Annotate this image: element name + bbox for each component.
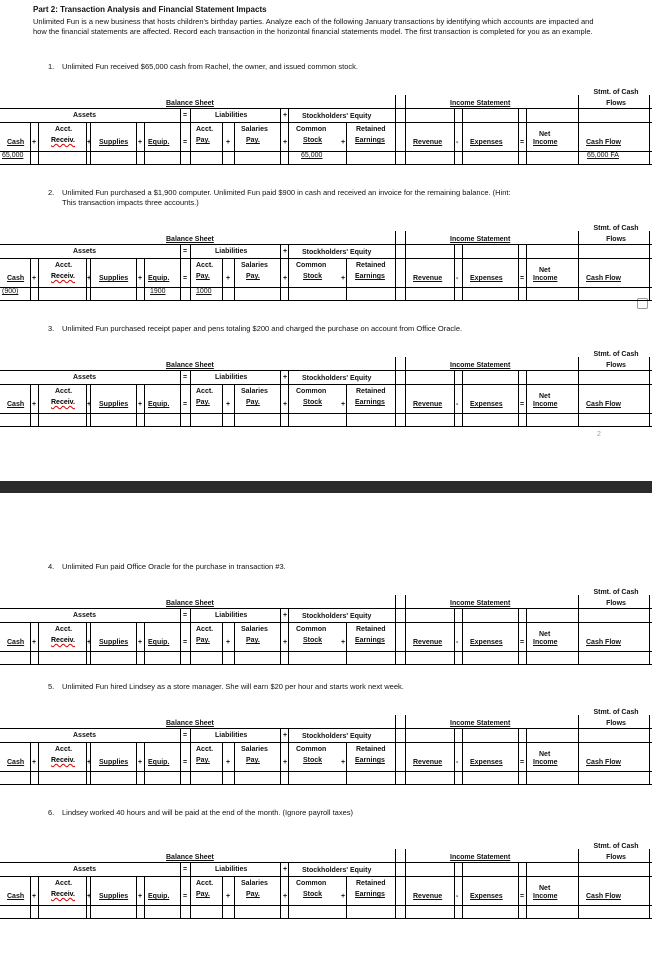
assets-header: Assets (73, 248, 96, 255)
revenue-label: Revenue (413, 139, 443, 146)
retained-earnings-label: Retained (356, 262, 386, 269)
financial-model-table-3 (0, 351, 652, 429)
acct-rec-label: Acct. (55, 388, 73, 395)
minus-sign: - (456, 139, 459, 146)
plus-sign: + (226, 759, 231, 766)
plus-sign: + (283, 759, 288, 766)
equals-sign: = (183, 374, 188, 381)
supplies-label: Supplies (99, 639, 129, 646)
cash-label: Cash (7, 893, 25, 900)
cash-flows-header: Stmt. of Cash Flows (593, 843, 639, 861)
plus-sign: + (32, 139, 37, 146)
common-stock-entry[interactable]: 65,000 (301, 152, 323, 159)
acct-rec-label: Acct. (55, 880, 73, 887)
acct-pay-label-2: Pay. (196, 891, 210, 898)
question-number: 4. (48, 562, 55, 571)
salaries-pay-label-2: Pay. (246, 399, 260, 406)
equip-label: Equip. (148, 893, 170, 900)
common-stock-label: Common (296, 262, 327, 269)
supplies-label: Supplies (99, 401, 129, 408)
acct-pay-label: Acct. (196, 746, 214, 753)
equity-header: Stockholders' Equity (302, 113, 372, 120)
net-income-label: Net (539, 631, 551, 638)
plus-sign: + (87, 893, 92, 900)
plus-sign: + (32, 759, 37, 766)
balance-sheet-header: Balance Sheet (166, 100, 214, 107)
plus-sign: + (341, 401, 346, 408)
assets-header: Assets (73, 112, 96, 119)
plus-sign: + (87, 139, 92, 146)
plus-sign: + (283, 612, 288, 619)
acct-pay-label: Acct. (196, 626, 214, 633)
retained-earnings-label: Retained (356, 388, 386, 395)
cash-flows-header: Stmt. of Cash Flows (593, 89, 639, 107)
plus-sign: + (283, 374, 288, 381)
expenses-label: Expenses (470, 639, 503, 646)
liabilities-header: Liabilities (215, 612, 248, 619)
balance-sheet-header: Balance Sheet (166, 362, 214, 369)
net-income-label-2: Income (533, 275, 558, 282)
question-2 (48, 188, 608, 207)
salaries-pay-label: Salaries (241, 126, 268, 133)
cash-flow-label: Cash Flow (586, 139, 622, 146)
net-income-label: Net (539, 131, 551, 138)
instructions: Unlimited Fun is a new business that hosts children's birthday parties. Analyze each of the following January transactions by identifying which accounts are impacted and how the financial statements are affected. Record each transaction in the horizontal financial statements model. The first transaction is completed for you as an example. (33, 17, 594, 36)
acct-rec-label-2: Receiv. (51, 757, 75, 764)
question-number: 1. (48, 62, 55, 71)
net-income-label: Net (539, 393, 551, 400)
assets-header: Assets (73, 374, 96, 381)
acct-rec-label: Acct. (55, 126, 73, 133)
plus-sign: + (32, 639, 37, 646)
cash-flows-header: Stmt. of Cash Flows (593, 709, 639, 727)
cash-entry[interactable]: 65,000 (2, 152, 24, 159)
liabilities-header: Liabilities (215, 112, 248, 119)
equip-entry[interactable]: 1900 (150, 288, 166, 295)
revenue-label: Revenue (413, 275, 443, 282)
question-5 (48, 682, 608, 692)
common-stock-label-2: Stock (303, 273, 323, 280)
financial-model-table-5 (0, 709, 652, 787)
income-statement-header: Income Statement (450, 100, 511, 107)
plus-sign: + (283, 732, 288, 739)
minus-sign: - (456, 639, 459, 646)
plus-sign: + (87, 759, 92, 766)
equity-header: Stockholders' Equity (302, 867, 372, 874)
equals-sign: = (183, 866, 188, 873)
acct-pay-label-2: Pay. (196, 273, 210, 280)
revenue-label: Revenue (413, 401, 443, 408)
salaries-pay-label-2: Pay. (246, 891, 260, 898)
income-statement-header: Income Statement (450, 720, 511, 727)
income-statement-header: Income Statement (450, 236, 511, 243)
acct-pay-label: Acct. (196, 388, 214, 395)
financial-model-table-4 (0, 589, 652, 667)
equity-header: Stockholders' Equity (302, 249, 372, 256)
liabilities-header: Liabilities (215, 866, 248, 873)
plus-sign: + (283, 139, 288, 146)
page-break-divider (0, 481, 652, 493)
assets-header: Assets (73, 612, 96, 619)
question-number: 6. (48, 808, 55, 817)
cash-label: Cash (7, 275, 25, 282)
acct-rec-label-2: Receiv. (51, 891, 75, 898)
net-income-label: Net (539, 751, 551, 758)
cash-flow-label: Cash Flow (586, 401, 622, 408)
retained-earnings-label-2: Earnings (355, 637, 385, 644)
plus-sign: + (341, 275, 346, 282)
revenue-label: Revenue (413, 893, 443, 900)
plus-sign: + (283, 112, 288, 119)
common-stock-label-2: Stock (303, 399, 323, 406)
retained-earnings-label-2: Earnings (355, 137, 385, 144)
plus-sign: + (226, 139, 231, 146)
acct-pay-label: Acct. (196, 126, 214, 133)
plus-sign: + (283, 639, 288, 646)
plus-sign: + (32, 893, 37, 900)
minus-sign: - (456, 893, 459, 900)
plus-sign: + (138, 893, 143, 900)
income-statement-header: Income Statement (450, 362, 511, 369)
acct-rec-label-2: Receiv. (51, 137, 75, 144)
cash-label: Cash (7, 139, 25, 146)
cash-flow-label: Cash Flow (586, 639, 622, 646)
common-stock-label: Common (296, 880, 327, 887)
equip-label: Equip. (148, 401, 170, 408)
equip-label: Equip. (148, 639, 170, 646)
retained-earnings-label: Retained (356, 626, 386, 633)
acct-rec-label: Acct. (55, 626, 73, 633)
question-text: Unlimited Fun hired Lindsey as a store manager. She will earn $20 per hour and starts work next week. (62, 682, 404, 691)
common-stock-label-2: Stock (303, 137, 323, 144)
salaries-pay-label: Salaries (241, 388, 268, 395)
common-stock-label-2: Stock (303, 891, 323, 898)
equals-sign: = (520, 759, 525, 766)
income-statement-header: Income Statement (450, 600, 511, 607)
equity-header: Stockholders' Equity (302, 613, 372, 620)
plus-sign: + (138, 401, 143, 408)
equals-sign: = (183, 401, 188, 408)
plus-sign: + (341, 759, 346, 766)
retained-earnings-label: Retained (356, 126, 386, 133)
equals-sign: = (520, 401, 525, 408)
retained-earnings-label: Retained (356, 880, 386, 887)
plus-sign: + (226, 275, 231, 282)
equip-label: Equip. (148, 759, 170, 766)
minus-sign: - (456, 401, 459, 408)
page-title: Part 2: Transaction Analysis and Financial Statement Impacts (33, 5, 267, 14)
equals-sign: = (183, 639, 188, 646)
balance-sheet-header: Balance Sheet (166, 236, 214, 243)
balance-sheet-header: Balance Sheet (166, 600, 214, 607)
equals-sign: = (183, 275, 188, 282)
acct-pay-label-2: Pay. (196, 137, 210, 144)
net-income-label-2: Income (533, 639, 558, 646)
plus-sign: + (283, 248, 288, 255)
supplies-label: Supplies (99, 139, 129, 146)
salaries-pay-label-2: Pay. (246, 137, 260, 144)
plus-sign: + (283, 893, 288, 900)
expenses-label: Expenses (470, 139, 503, 146)
plus-sign: + (226, 893, 231, 900)
expenses-label: Expenses (470, 275, 503, 282)
plus-sign: + (341, 639, 346, 646)
liabilities-header: Liabilities (215, 374, 248, 381)
question-text: Unlimited Fun received $65,000 cash from Rachel, the owner, and issued common stock. (62, 62, 358, 71)
income-statement-header: Income Statement (450, 854, 511, 861)
expenses-label: Expenses (470, 893, 503, 900)
question-6 (48, 808, 608, 818)
plus-sign: + (283, 401, 288, 408)
revenue-label: Revenue (413, 639, 443, 646)
question-text: Lindsey worked 40 hours and will be paid at the end of the month. (Ignore payroll taxes) (62, 808, 354, 817)
common-stock-label: Common (296, 746, 327, 753)
equity-header: Stockholders' Equity (302, 375, 372, 382)
cash-flows-header: Stmt. of Cash Flows (593, 351, 639, 369)
plus-sign: + (341, 139, 346, 146)
net-income-label-2: Income (533, 401, 558, 408)
common-stock-label: Common (296, 126, 327, 133)
acct-pay-label: Acct. (196, 880, 214, 887)
plus-sign: + (341, 893, 346, 900)
supplies-label: Supplies (99, 893, 129, 900)
equals-sign: = (183, 893, 188, 900)
revenue-label: Revenue (413, 759, 443, 766)
cash-entry[interactable]: (900) (2, 288, 19, 295)
acct-rec-label-2: Receiv. (51, 273, 75, 280)
minus-sign: - (456, 275, 459, 282)
cash-flow-label: Cash Flow (586, 275, 622, 282)
plus-sign: + (32, 401, 37, 408)
equals-sign: = (183, 759, 188, 766)
net-income-label: Net (539, 885, 551, 892)
cash-label: Cash (7, 401, 25, 408)
equity-header: Stockholders' Equity (302, 733, 372, 740)
equip-label: Equip. (148, 275, 170, 282)
equals-sign: = (183, 112, 188, 119)
question-number: 3. (48, 324, 55, 333)
retained-earnings-label-2: Earnings (355, 891, 385, 898)
question-3 (48, 324, 608, 334)
financial-model-table-2 (0, 225, 652, 303)
financial-model-table-1 (0, 89, 652, 167)
cash-label: Cash (7, 639, 25, 646)
common-stock-label-2: Stock (303, 757, 323, 764)
acct-pay-label-2: Pay. (196, 637, 210, 644)
question-text: Unlimited Fun purchased a $1,900 computer. Unlimited Fun paid $900 in cash and received an invoice for the remaining balance. (Hint: (62, 188, 511, 197)
question-number: 5. (48, 682, 55, 691)
acct-rec-label: Acct. (55, 262, 73, 269)
assets-header: Assets (73, 732, 96, 739)
question-text: Unlimited Fun paid Office Oracle for the purchase in transaction #3. (62, 562, 286, 571)
equals-sign: = (183, 732, 188, 739)
salaries-pay-label-2: Pay. (246, 637, 260, 644)
common-stock-label: Common (296, 626, 327, 633)
liabilities-header: Liabilities (215, 732, 248, 739)
cash-flow-label: Cash Flow (586, 893, 622, 900)
equals-sign: = (520, 275, 525, 282)
equip-label: Equip. (148, 139, 170, 146)
expenses-label: Expenses (470, 759, 503, 766)
plus-sign: + (226, 639, 231, 646)
supplies-label: Supplies (99, 759, 129, 766)
equals-sign: = (183, 248, 188, 255)
acct-rec-label-2: Receiv. (51, 637, 75, 644)
question-text: Unlimited Fun purchased receipt paper and pens totaling $200 and charged the purchase on account from Office Oracle. (62, 324, 463, 333)
liabilities-header: Liabilities (215, 248, 248, 255)
salaries-pay-label: Salaries (241, 746, 268, 753)
cash-flows-header: Stmt. of Cash Flows (593, 589, 639, 607)
plus-sign: + (283, 275, 288, 282)
question-4 (48, 562, 608, 572)
retained-earnings-label-2: Earnings (355, 399, 385, 406)
cash-flows-header: Stmt. of Cash Flows (593, 225, 639, 243)
plus-sign: + (138, 275, 143, 282)
equals-sign: = (183, 139, 188, 146)
common-stock-label: Common (296, 388, 327, 395)
plus-sign: + (138, 759, 143, 766)
expenses-label: Expenses (470, 401, 503, 408)
net-income-label-2: Income (533, 759, 558, 766)
salaries-pay-label-2: Pay. (246, 273, 260, 280)
retained-earnings-label-2: Earnings (355, 757, 385, 764)
equals-sign: = (520, 639, 525, 646)
cash-label: Cash (7, 759, 25, 766)
supplies-label: Supplies (99, 275, 129, 282)
plus-sign: + (87, 275, 92, 282)
equals-sign: = (183, 612, 188, 619)
salaries-pay-label: Salaries (241, 262, 268, 269)
plus-sign: + (283, 866, 288, 873)
acct-rec-label: Acct. (55, 746, 73, 753)
acct-rec-label-2: Receiv. (51, 399, 75, 406)
net-income-label-2: Income (533, 139, 558, 146)
plus-sign: + (138, 639, 143, 646)
plus-sign: + (87, 401, 92, 408)
financial-model-table-6 (0, 843, 652, 921)
page-number: 2 (597, 431, 601, 438)
equals-sign: = (520, 893, 525, 900)
assets-header: Assets (73, 866, 96, 873)
cash-flow-label: Cash Flow (586, 759, 622, 766)
question-number: 2. (48, 188, 55, 197)
retained-earnings-label: Retained (356, 746, 386, 753)
salaries-pay-label: Salaries (241, 880, 268, 887)
acct-pay-label-2: Pay. (196, 757, 210, 764)
minus-sign: - (456, 759, 459, 766)
equals-sign: = (520, 139, 525, 146)
salaries-pay-label-2: Pay. (246, 757, 260, 764)
acct-pay-entry[interactable]: 1000 (196, 288, 212, 295)
net-income-label: Net (539, 267, 551, 274)
cash-flow-entry[interactable]: 65,000 FA (587, 152, 619, 159)
plus-sign: + (32, 275, 37, 282)
plus-sign: + (138, 139, 143, 146)
question-hint: This transaction impacts three accounts.) (62, 197, 199, 207)
acct-pay-label: Acct. (196, 262, 214, 269)
question-1 (48, 62, 608, 72)
net-income-label-2: Income (533, 893, 558, 900)
retained-earnings-label-2: Earnings (355, 273, 385, 280)
salaries-pay-label: Salaries (241, 626, 268, 633)
common-stock-label-2: Stock (303, 637, 323, 644)
balance-sheet-header: Balance Sheet (166, 720, 214, 727)
balance-sheet-header: Balance Sheet (166, 854, 214, 861)
acct-pay-label-2: Pay. (196, 399, 210, 406)
plus-sign: + (87, 639, 92, 646)
plus-sign: + (226, 401, 231, 408)
